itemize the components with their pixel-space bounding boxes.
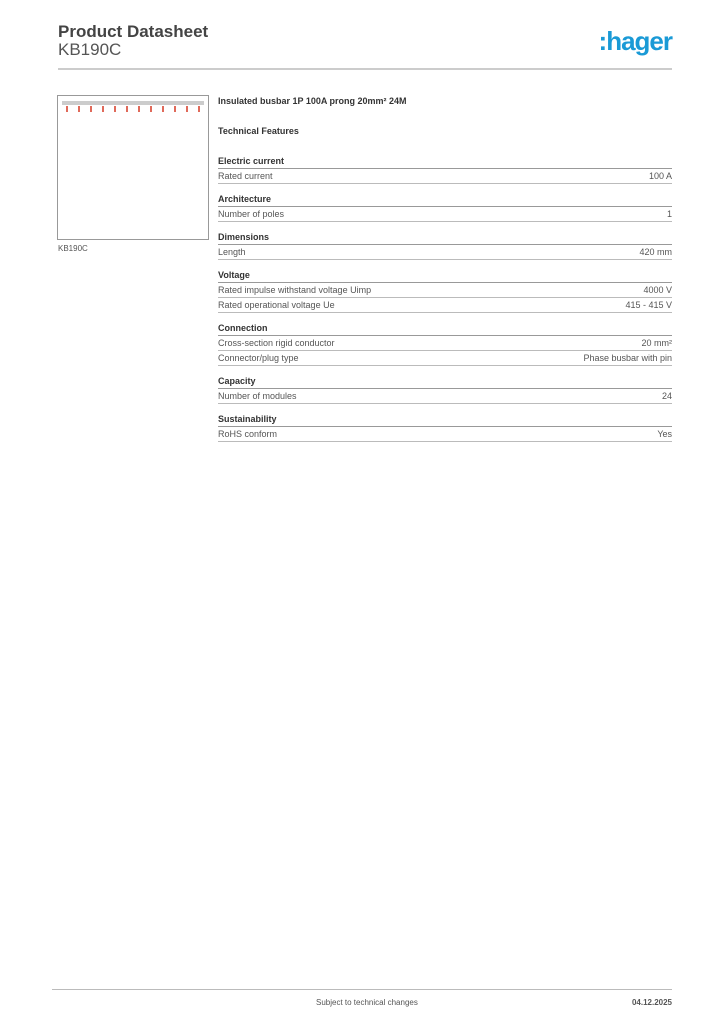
feature-label: Rated current [218, 171, 273, 181]
product-image [57, 95, 209, 240]
busbar-pin [150, 106, 152, 112]
feature-row [218, 283, 672, 298]
feature-label: Cross-section rigid conductor [218, 338, 335, 348]
feature-row [218, 298, 672, 313]
feature-value: 415 - 415 V [625, 300, 672, 310]
feature-row [218, 389, 672, 404]
feature-row [218, 427, 672, 442]
busbar-pin [162, 106, 164, 112]
features-heading: Technical Features [218, 126, 299, 136]
features-panel [218, 96, 672, 452]
busbar-pin [90, 106, 92, 112]
feature-value: 420 mm [639, 247, 672, 257]
footer-date: 04.12.2025 [631, 998, 672, 1007]
feature-label: Length [218, 247, 246, 257]
feature-row [218, 351, 672, 366]
feature-value: 1 [666, 209, 672, 219]
feature-label: Rated operational voltage Ue [218, 300, 335, 310]
feature-section [218, 194, 672, 222]
feature-label: Rated impulse withstand voltage Uimp [218, 285, 372, 295]
feature-value: 4000 V [643, 285, 672, 295]
hager-logo: :hager [598, 26, 672, 56]
busbar-pin [102, 106, 104, 112]
feature-label: Number of modules [218, 391, 297, 401]
busbar-pin [66, 106, 68, 112]
section-title: Architecture [218, 194, 672, 207]
feature-value: 100 A [648, 171, 672, 181]
section-title: Electric current [218, 156, 672, 169]
footer-divider [52, 989, 672, 990]
feature-label: Number of poles [218, 209, 285, 219]
feature-section [218, 414, 672, 442]
page-title: Product Datasheet [58, 22, 209, 41]
section-title: Voltage [218, 270, 672, 283]
feature-label: RoHS conform [218, 429, 278, 439]
busbar-pin [126, 106, 128, 112]
feature-section [218, 232, 672, 260]
section-title: Dimensions [218, 232, 672, 245]
busbar-pin [198, 106, 200, 112]
footer-note: Subject to technical changes [316, 998, 418, 1007]
feature-section [218, 323, 672, 366]
feature-row [218, 245, 672, 260]
feature-label: Connector/plug type [218, 353, 299, 363]
image-caption: KB190C [58, 244, 88, 253]
product-title: Insulated busbar 1P 100A prong 20mm² 24M [218, 96, 407, 106]
feature-value: Yes [657, 429, 672, 439]
feature-value: Phase busbar with pin [583, 353, 672, 363]
feature-section [218, 270, 672, 313]
header-divider [58, 68, 672, 70]
feature-value: 20 mm² [641, 338, 672, 348]
busbar-pin [186, 106, 188, 112]
product-code: KB190C [58, 40, 122, 59]
section-title: Sustainability [218, 414, 672, 427]
busbar-pin [138, 106, 140, 112]
section-title: Connection [218, 323, 672, 336]
busbar-pin [114, 106, 116, 112]
busbar-pin [174, 106, 176, 112]
feature-row [218, 207, 672, 222]
feature-row [218, 169, 672, 184]
feature-value: 24 [661, 391, 672, 401]
busbar-pin [78, 106, 80, 112]
section-title: Capacity [218, 376, 672, 389]
feature-section [218, 376, 672, 404]
feature-section [218, 156, 672, 184]
feature-row [218, 336, 672, 351]
